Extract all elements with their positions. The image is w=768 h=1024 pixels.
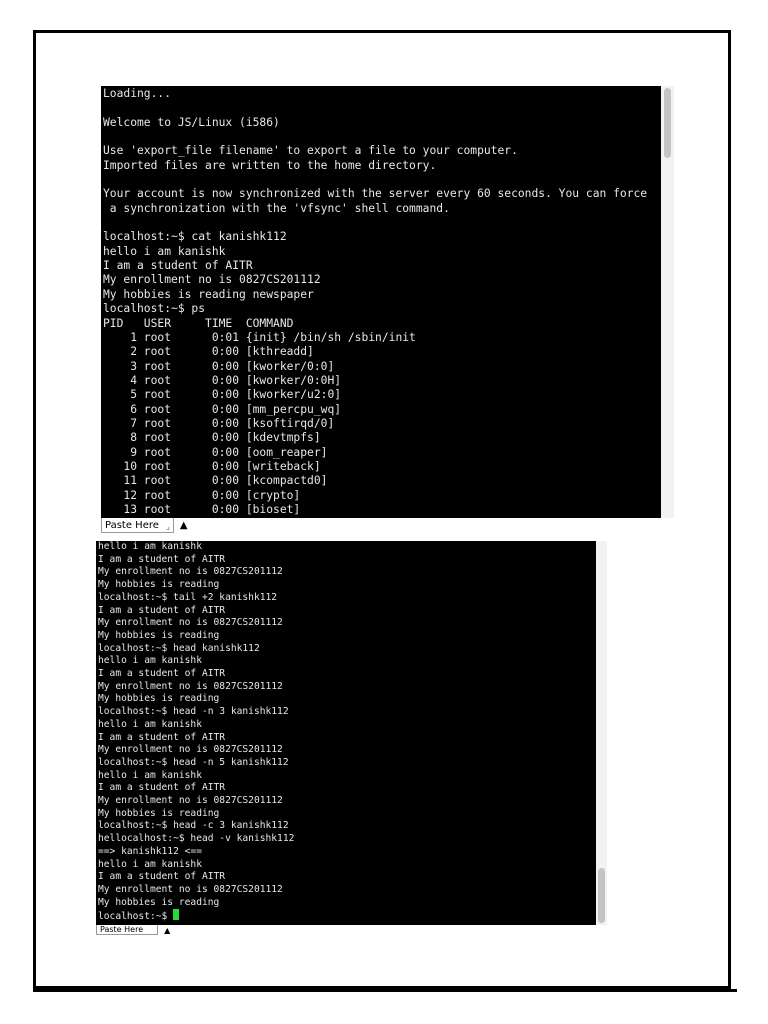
terminal-bottom-screen[interactable] [96, 541, 596, 925]
terminal-top-paste-bar [101, 518, 194, 533]
page-bottom-rule [33, 989, 737, 992]
terminal-line: My enrollment no is 0827CS201112 [98, 680, 283, 692]
terminal-prompt-line [98, 909, 596, 924]
terminal-line [103, 173, 661, 187]
terminal-line: 2 root 0:00 [kthreadd] [103, 345, 314, 359]
terminal-bottom-scrollbar-thumb[interactable] [598, 868, 605, 923]
terminal-top-screen[interactable] [101, 86, 661, 518]
terminal-line: Loading... [103, 87, 172, 100]
terminal-line: My hobbies is reading [98, 896, 220, 908]
terminal-line: localhost:~$ ps [103, 302, 206, 316]
terminal-line: PID USER TIME COMMAND [103, 316, 294, 330]
terminal-prompt: localhost:~$ [98, 911, 174, 923]
terminal-line: I am a student of AITR [98, 604, 226, 616]
terminal-cursor [173, 909, 179, 920]
resize-handle-icon[interactable]: ⌟ [166, 522, 170, 531]
terminal-line: hellocalhost:~$ head -v kanishk112 [98, 833, 295, 845]
terminal-line [103, 101, 661, 115]
terminal-line: 8 root 0:00 [kdevtmpfs] [103, 431, 321, 445]
terminal-line: hello i am kanishk [98, 541, 202, 552]
terminal-line: My hobbies is reading [98, 807, 220, 819]
terminal-line: My enrollment no is 0827CS201112 [98, 883, 283, 895]
terminal-line: hello i am kanishk [98, 655, 202, 667]
terminal-line: hello i am kanishk [98, 769, 202, 781]
terminal-line: 1 root 0:01 {init} /bin/sh /sbin/init [103, 330, 416, 344]
terminal-line: localhost:~$ head -n 3 kanishk112 [98, 706, 289, 718]
terminal-line: 10 root 0:00 [writeback] [103, 459, 321, 473]
terminal-line: hello i am kanishk [103, 244, 226, 258]
terminal-line: My enrollment no is 0827CS201112 [98, 617, 283, 629]
terminal-top-paste-label: Paste Here [105, 519, 159, 531]
terminal-bottom-paste-bar [96, 925, 176, 935]
terminal-line [103, 130, 661, 144]
terminal-line: I am a student of AITR [98, 782, 226, 794]
terminal-line: I am a student of AITR [103, 259, 253, 273]
terminal-line: 4 root 0:00 [kworker/0:0H] [103, 373, 342, 387]
terminal-line: hello i am kanishk [98, 718, 202, 730]
terminal-line: localhost:~$ tail +2 kanishk112 [98, 591, 278, 603]
terminal-bottom-paste-label: Paste Here [100, 925, 144, 934]
terminal-line: a synchronization with the 'vfsync' shell command. [103, 201, 450, 215]
terminal-bottom-paste-input[interactable] [96, 925, 158, 935]
terminal-line: My hobbies is reading newspaper [103, 287, 314, 301]
terminal-line: My enrollment no is 0827CS201112 [103, 273, 321, 287]
terminal-line: localhost:~$ cat kanishk112 [103, 230, 287, 244]
terminal-line: localhost:~$ head -n 5 kanishk112 [98, 756, 289, 768]
terminal-line: hello i am kanishk [98, 858, 202, 870]
terminal-line: Imported files are written to the home directory. [103, 158, 437, 172]
terminal-line: 3 root 0:00 [kworker/0:0] [103, 359, 335, 373]
terminal-line: 5 root 0:00 [kworker/u2:0] [103, 388, 342, 402]
terminal-line: My hobbies is reading [98, 579, 220, 591]
terminal-top-scrollbar-thumb[interactable] [664, 88, 671, 158]
terminal-line: 7 root 0:00 [ksoftirqd/0] [103, 416, 335, 430]
terminal-line: I am a student of AITR [98, 731, 226, 743]
terminal-line: I am a student of AITR [98, 553, 226, 565]
terminal-line: ==> kanishk112 <== [98, 845, 202, 857]
terminal-top-paste-input[interactable] [101, 518, 174, 533]
upload-arrow-icon[interactable]: ▲ [164, 925, 171, 935]
terminal-top-scrollbar[interactable] [661, 86, 674, 518]
terminal-line: 6 root 0:00 [mm_percpu_wq] [103, 402, 342, 416]
terminal-line: My hobbies is reading [98, 629, 220, 641]
terminal-line: I am a student of AITR [98, 871, 226, 883]
terminal-line: 11 root 0:00 [kcompactd0] [103, 474, 328, 488]
terminal-line: 13 root 0:00 [bioset] [103, 502, 301, 516]
terminal-line: My hobbies is reading [98, 693, 220, 705]
terminal-line: I am a student of AITR [98, 668, 226, 680]
terminal-line: 12 root 0:00 [crypto] [103, 488, 301, 502]
terminal-line: localhost:~$ head kanishk112 [98, 642, 260, 654]
terminal-line: localhost:~$ head -c 3 kanishk112 [98, 820, 289, 832]
terminal-line [103, 216, 661, 230]
terminal-bottom-scrollbar[interactable] [596, 541, 607, 925]
terminal-line: My enrollment no is 0827CS201112 [98, 566, 283, 578]
terminal-line: Welcome to JS/Linux (i586) [103, 115, 280, 129]
upload-arrow-icon[interactable]: ▲ [179, 520, 188, 531]
terminal-line: 9 root 0:00 [oom_reaper] [103, 445, 328, 459]
terminal-line: Your account is now synchronized with the server every 60 seconds. You can force [103, 187, 648, 201]
terminal-line: My enrollment no is 0827CS201112 [98, 795, 283, 807]
terminal-line: Use 'export_file filename' to export a file to your computer. [103, 144, 518, 158]
terminal-line: My enrollment no is 0827CS201112 [98, 744, 283, 756]
